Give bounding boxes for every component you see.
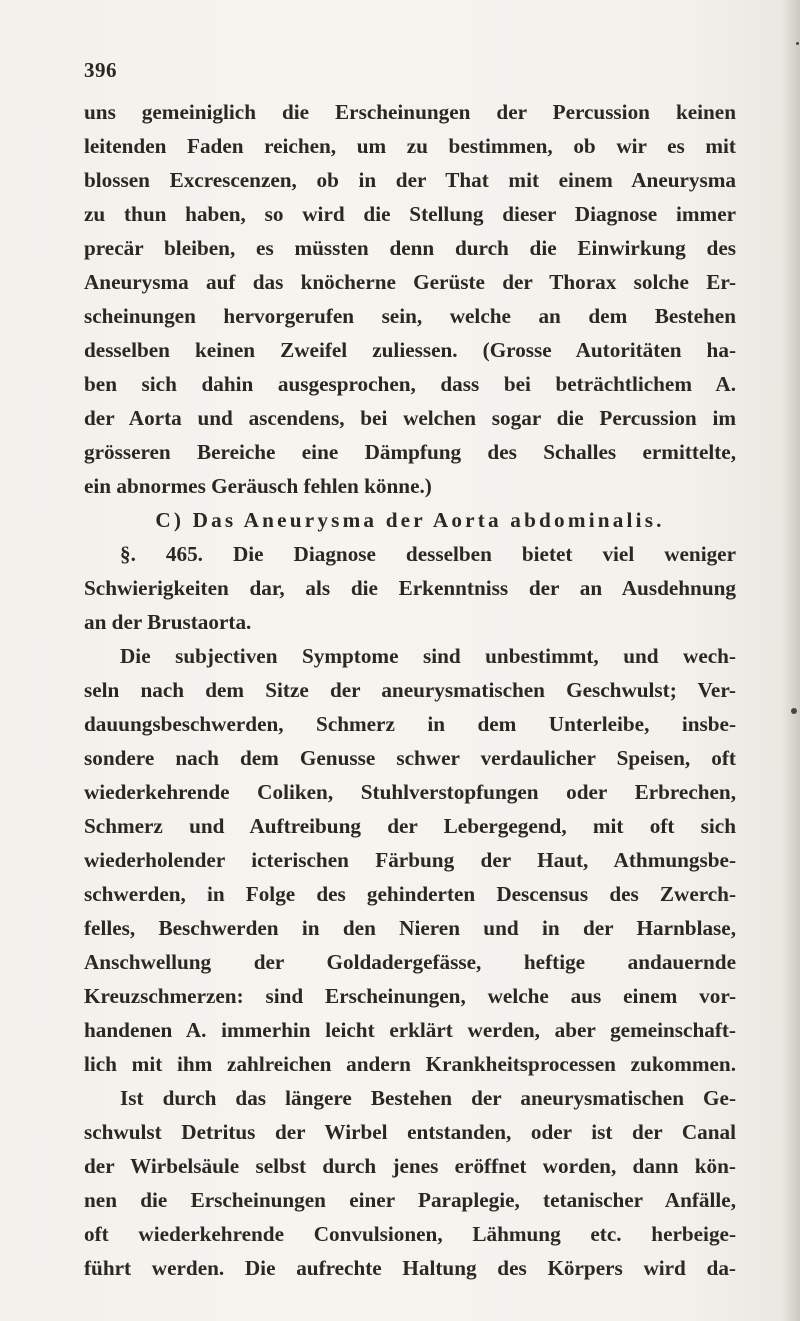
text-line: an der Brustaorta. <box>84 610 252 634</box>
text-line: wiederkehrende Coliken, Stuhlverstopfungen oder Erbrechen, <box>84 780 736 804</box>
text-line: sondere nach dem Genusse schwer verdaulicher Speisen, oft <box>84 746 736 770</box>
page-number: 396 <box>84 58 117 82</box>
text-line: ein abnormes Geräusch fehlen könne.) <box>84 474 432 498</box>
text-line: der Aorta und ascendens, bei welchen sogar die Percussion im <box>84 406 736 430</box>
text-line: Schmerz und Auftreibung der Lebergegend, mit oft sich <box>84 814 736 838</box>
text-line: Anschwellung der Goldadergefässe, heftige andauernde <box>84 950 736 974</box>
print-speck <box>796 42 799 45</box>
text-line: handenen A. immerhin leicht erklärt werden, aber gemeinschaft- <box>84 1018 736 1042</box>
text-line: wiederholender icterischen Färbung der Haut, Athmungsbe- <box>84 848 736 872</box>
text-line: leitenden Faden reichen, um zu bestimmen, ob wir es mit <box>84 134 736 158</box>
text-line: zu thun haben, so wird die Stellung dieser Diagnose immer <box>84 202 736 226</box>
text-line: felles, Beschwerden in den Nieren und in der Harnblase, <box>84 916 736 940</box>
paragraph-start-line: Die subjectiven Symptome sind unbestimmt, und wech- <box>120 644 736 668</box>
body-text <box>84 95 736 1285</box>
text-line: Aneurysma auf das knöcherne Gerüste der Thorax solche Er- <box>84 270 736 294</box>
text-line: uns gemeiniglich die Erscheinungen der Percussion keinen <box>84 100 736 124</box>
text-line: der Wirbelsäule selbst durch jenes eröffnet worden, dann kön- <box>84 1154 736 1178</box>
text-line: schwulst Detritus der Wirbel entstanden, oder ist der Canal <box>84 1120 736 1144</box>
text-line: desselben keinen Zweifel zuliessen. (Grosse Autoritäten ha- <box>84 338 736 362</box>
text-line: scheinungen hervorgerufen sein, welche an dem Bestehen <box>84 304 736 328</box>
text-line: dauungsbeschwerden, Schmerz in dem Unterleibe, insbe- <box>84 712 736 736</box>
text-line: precär bleiben, es müssten denn durch die Einwirkung des <box>84 236 736 260</box>
text-line: führt werden. Die aufrechte Haltung des Körpers wird da- <box>84 1256 736 1280</box>
text-line: oft wiederkehrende Convulsionen, Lähmung etc. herbeige- <box>84 1222 736 1246</box>
text-line: seln nach dem Sitze der aneurysmatischen Geschwulst; Ver- <box>84 678 736 702</box>
text-line: blossen Excrescenzen, ob in der That mit einem Aneurysma <box>84 168 736 192</box>
text-line: grösseren Bereiche eine Dämpfung des Schalles ermittelte, <box>84 440 736 464</box>
paragraph-start-line: §. 465. Die Diagnose desselben bietet viel weniger <box>120 542 736 566</box>
print-speck <box>791 708 797 714</box>
text-line: nen die Erscheinungen einer Paraplegie, tetanischer Anfälle, <box>84 1188 736 1212</box>
section-heading: C) Das Aneurysma der Aorta abdominalis. <box>155 508 665 532</box>
text-line: ben sich dahin ausgesprochen, dass bei beträchtlichem A. <box>84 372 736 396</box>
text-line: Kreuzschmerzen: sind Erscheinungen, welche aus einem vor- <box>84 984 736 1008</box>
text-line: lich mit ihm zahlreichen andern Krankheitsprocessen zukommen. <box>84 1052 736 1076</box>
text-line: schwerden, in Folge des gehinderten Descensus des Zwerch- <box>84 882 736 906</box>
page-edge-shadow <box>782 0 800 1321</box>
paragraph-start-line: Ist durch das längere Bestehen der aneurysmatischen Ge- <box>120 1086 736 1110</box>
text-line: Schwierigkeiten dar, als die Erkenntniss der an Ausdehnung <box>84 576 736 600</box>
